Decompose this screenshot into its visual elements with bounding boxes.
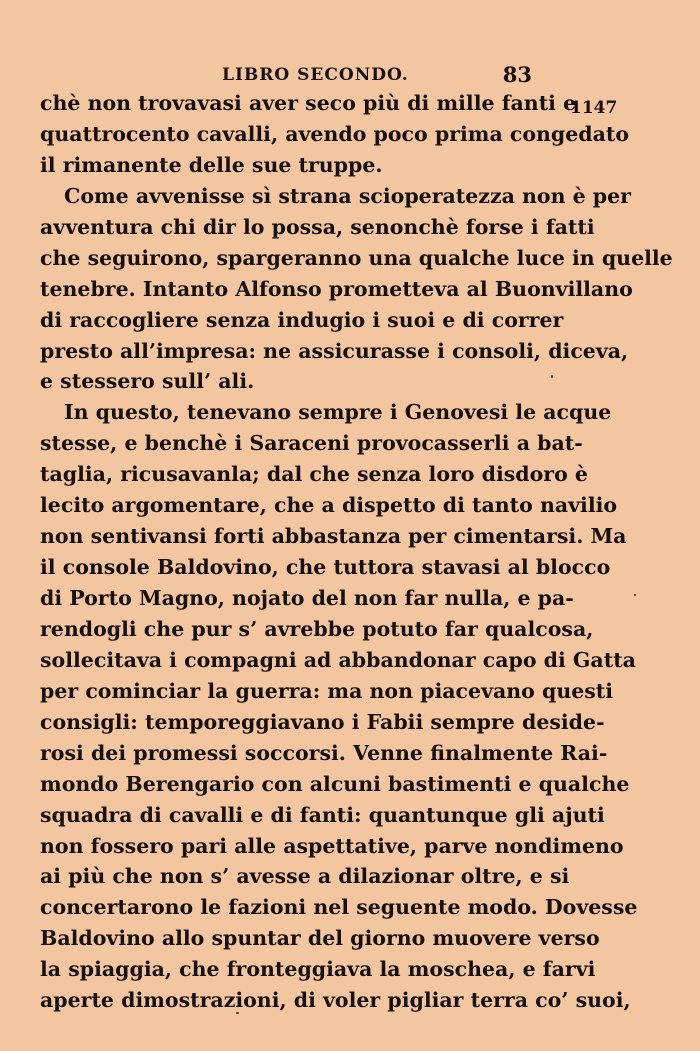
text-line: concertarono le fazioni nel seguente modo. Dovesse [40, 895, 638, 920]
text-line: avventura chi dir lo possa, senonchè forse i fatti [40, 214, 595, 239]
text-line: di raccogliere senza indugio i suoi e di correr [40, 307, 564, 332]
page-number: 83 [502, 62, 532, 87]
text-line: taglia, ricusavanla; dal che senza loro disdoro è [40, 462, 588, 487]
text-line: per cominciar la guerra: ma non piacevano questi [40, 678, 614, 703]
text-line: il rimanente delle sue truppe. [40, 152, 383, 177]
text-line: presto all’impresa: ne assicurasse i consoli, diceva, [40, 338, 629, 363]
text-line: di Porto Magno, nojato del non far nulla, e pa- [40, 586, 574, 610]
text-line: e stessero sull’ ali. [40, 369, 255, 394]
paragraph-start-line: In questo, tenevano sempre i Genovesi le acque [64, 400, 612, 425]
text-line: consigli: temporeggiavano i Fabii sempre deside- [40, 709, 605, 734]
paragraph-start-line: Come avvenisse sì strana scioperatezza non è per [64, 183, 631, 208]
text-line: non fossero pari alle aspettative, parve nondimeno [40, 833, 624, 858]
text-line: non sentivansi forti abbastanza per cimentarsi. Ma [40, 524, 627, 549]
text-line: la spiaggia, che fronteggiava la moschea, e farvi [40, 957, 596, 982]
text-line: mondo Berengario con alcuni bastimenti e qualche [40, 771, 630, 796]
text-line: chè non trovavasi aver seco più di mille fanti e [40, 91, 577, 115]
text-line: stesse, e benchè i Saraceni provocasserli a bat- [40, 431, 583, 456]
margin-year-note: 1147 [570, 98, 618, 118]
text-line: Baldovino allo spuntar del giorno muovere verso [40, 926, 600, 951]
text-line: squadra di cavalli e di fanti: quantunque gli ajuti [40, 802, 605, 827]
text-line: rendogli che pur s’ avrebbe potuto far qualcosa, [40, 616, 594, 641]
ink-speck [634, 594, 636, 596]
text-line: lecito argomentare, che a dispetto di tanto navilio [40, 493, 618, 518]
text-line: quattrocento cavalli, avendo poco prima congedato [40, 121, 630, 146]
text-line: aperte dimostrazioni, di voler pigliar terra co’ suoi, [40, 988, 631, 1013]
text-line: sollecitava i compagni ad abbandonar capo di Gatta [40, 647, 636, 672]
running-title: LIBRO SECONDO. [222, 65, 409, 85]
text-line: il console Baldovino, che tuttora stavasi al blocco [40, 555, 611, 580]
ink-speck [236, 1012, 239, 1014]
ink-speck [551, 375, 553, 378]
page-header [222, 62, 532, 88]
text-line: ai più che non s’ avesse a dilazionar oltre, e si [40, 864, 570, 889]
text-line: che seguirono, spargeranno una qualche luce in quelle [40, 245, 673, 270]
text-line: tenebre. Intanto Alfonso prometteva al Buonvillano [40, 276, 633, 301]
text-line: rosi dei promessi soccorsi. Venne finalmente Rai- [40, 740, 608, 765]
